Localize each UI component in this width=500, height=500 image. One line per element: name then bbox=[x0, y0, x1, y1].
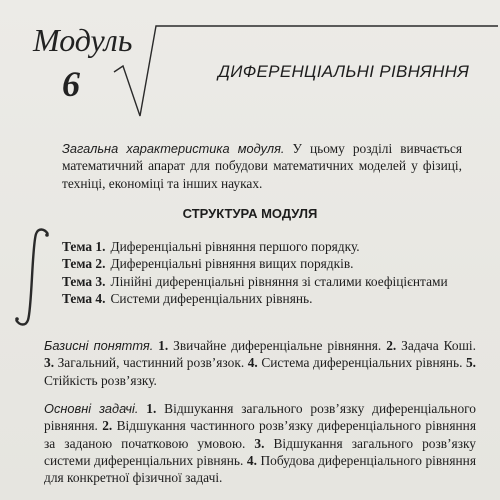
topic-text: Системи диференціальних рівнянь. bbox=[110, 291, 313, 307]
topic-list bbox=[62, 238, 462, 308]
module-overview-paragraph bbox=[62, 140, 462, 192]
main-tasks-heading: Основні задачі. bbox=[44, 401, 139, 416]
topic-number: Тема 1. bbox=[62, 239, 106, 254]
basic-concepts-heading: Базисні поняття. bbox=[44, 338, 154, 353]
concept-number: 4. bbox=[247, 355, 258, 371]
concept-text: Система диференціальних рівнянь. bbox=[257, 355, 466, 371]
task-number: 3. bbox=[254, 435, 265, 451]
topic-item bbox=[62, 238, 462, 255]
task-number: 4. bbox=[246, 452, 257, 468]
task-text: Відшукання частинного розв’язку диференціального рівняння за заданою початковою умовою. bbox=[44, 418, 476, 451]
concept-text: Стійкість розв’язку. bbox=[44, 372, 157, 388]
topic-number: Тема 2. bbox=[62, 256, 106, 272]
topic-number: Тема 3. bbox=[62, 273, 106, 289]
main-tasks-paragraph bbox=[44, 400, 476, 486]
basic-concepts-paragraph bbox=[44, 337, 476, 389]
chapter-title: ДИФЕРЕНЦІАЛЬНІ РІВНЯННЯ bbox=[218, 62, 470, 81]
module-word: Модуль bbox=[33, 22, 133, 58]
overview-heading: Загальна характеристика модуля. bbox=[62, 141, 285, 156]
topic-text: Лінійні диференціальні рівняння зі сталими коефіцієнтами bbox=[110, 273, 448, 289]
topic-item bbox=[62, 255, 462, 272]
topic-text: Диференціальні рівняння першого порядку. bbox=[110, 239, 360, 254]
task-number: 1. bbox=[146, 401, 157, 416]
overview-text: У цьому розділі вивчається математичний апарат для побудови математичних моделей у фізиці, техніці, економіці та інших науках. bbox=[62, 141, 462, 191]
topic-item bbox=[62, 290, 462, 307]
concept-text: Звичайне диференціальне рівняння. bbox=[168, 338, 387, 353]
task-text: Побудова диференціального рівняння для конкретної фізичної задачі. bbox=[44, 452, 477, 486]
task-text: Відшукання загального розв’язку диференціального рівняння. bbox=[44, 401, 476, 434]
concept-number: 5. bbox=[465, 355, 476, 371]
module-number: 6 bbox=[62, 64, 80, 104]
topic-item bbox=[62, 273, 462, 290]
concept-text: Задача Коші. bbox=[396, 338, 476, 353]
concept-number: 2. bbox=[386, 338, 397, 353]
task-number: 2. bbox=[102, 418, 113, 434]
concept-number: 1. bbox=[158, 338, 169, 353]
structure-title: СТРУКТУРА МОДУЛЯ bbox=[182, 206, 318, 221]
topic-text: Диференціальні рівняння вищих порядків. bbox=[110, 256, 354, 272]
integral-sign-decoration bbox=[12, 226, 52, 328]
concept-number: 3. bbox=[44, 355, 55, 371]
task-text: Відшукання загального розв’язку системи диференціальних рівнянь. bbox=[44, 435, 476, 468]
concept-text: Загальний, частинний розв’язок. bbox=[54, 355, 248, 371]
topic-number: Тема 4. bbox=[62, 291, 106, 307]
